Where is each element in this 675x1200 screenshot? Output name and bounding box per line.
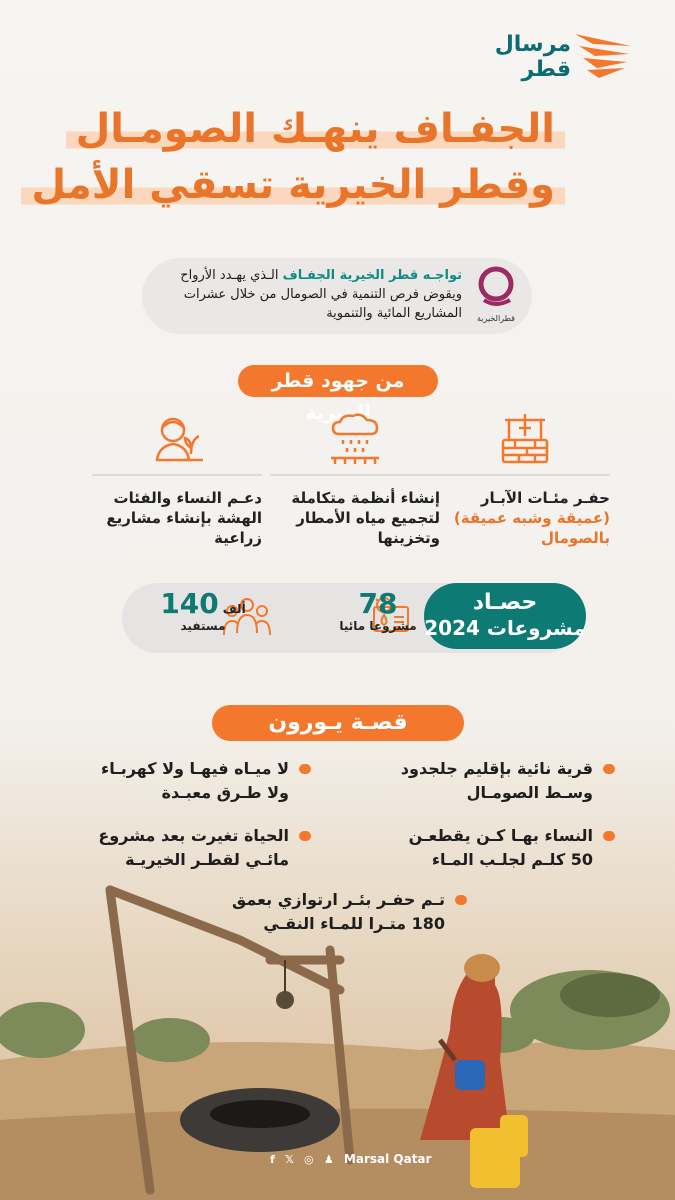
effort1-line3: بالصومال bbox=[540, 529, 610, 547]
title-line-2: وقطر الخيرية تسقي الأمل bbox=[21, 162, 565, 208]
intro-box bbox=[142, 258, 532, 334]
harvest-badge-line1: حصـاد bbox=[472, 590, 538, 615]
bullet5-line1: تـم حفـر بئـر ارتوازي بعمق bbox=[231, 890, 445, 909]
well-icon bbox=[495, 410, 555, 466]
qatar-charity-logo bbox=[468, 264, 524, 328]
effort3-line2: الهشة بإنشاء مشاريع bbox=[106, 509, 262, 527]
bullet1-line2: وسـط الصومـال bbox=[466, 783, 593, 802]
harvest-badge bbox=[424, 583, 586, 649]
qatar-charity-emblem-icon bbox=[476, 264, 516, 308]
effort2-line1: إنشاء أنظمة متكاملة bbox=[291, 489, 440, 507]
facebook-icon[interactable]: f bbox=[270, 1153, 275, 1166]
effort3-line3: زراعية bbox=[214, 529, 262, 547]
stat-projects-value: 78 bbox=[358, 587, 398, 620]
bullet3-line1: النساء بهـا كـن يقطعـن bbox=[408, 826, 593, 845]
effort-item-women bbox=[92, 410, 262, 548]
harvest-bar bbox=[122, 583, 586, 653]
effort1-line1: حفـر مئـات الآبـار bbox=[480, 489, 610, 507]
title-line-1: الجفـاف ينهـك الصومـال bbox=[66, 106, 565, 152]
effort2-line2: لتجميع مياه الأمطار bbox=[296, 509, 440, 527]
well-scene-illustration bbox=[0, 860, 675, 1200]
bullet-dot bbox=[299, 831, 311, 841]
effort3-line1: دعـم النساء والفئات bbox=[113, 489, 262, 507]
logo-line2: قطر bbox=[521, 57, 571, 82]
bullet2-line1: لا ميـاه فيهـا ولا كهربـاء bbox=[101, 759, 289, 778]
bullet4-line1: الحياة تغيرت بعد مشروع bbox=[98, 826, 289, 845]
stat-beneficiaries-value: 140 bbox=[160, 587, 219, 620]
story-bullet bbox=[69, 757, 289, 805]
marsal-qatar-logo bbox=[485, 28, 635, 88]
bullet2-line2: ولا طـرق معبـدة bbox=[161, 783, 289, 802]
stat-projects bbox=[328, 589, 428, 633]
bullet4-line2: مائـي لقطـر الخيريـة bbox=[125, 850, 289, 869]
story-heading: قصـة يـورون bbox=[212, 705, 464, 741]
effort-item-wells bbox=[440, 410, 610, 548]
bullet-dot bbox=[299, 764, 311, 774]
bullet5-line2: 180 متـرا للمـاء النقـي bbox=[263, 914, 445, 933]
wings-icon bbox=[573, 32, 635, 82]
snapchat-icon[interactable]: ♟ bbox=[323, 1153, 334, 1166]
intro-text bbox=[142, 266, 462, 323]
stat-beneficiaries-label: مستفيد bbox=[180, 619, 226, 633]
instagram-icon[interactable]: ◎ bbox=[304, 1153, 314, 1166]
bullet3-line2: 50 كلـم لجلـب المـاء bbox=[431, 850, 593, 869]
qatar-charity-logo-label: قطرالخيرية bbox=[477, 314, 515, 323]
intro-line3: المشاريع المائية والتنموية bbox=[326, 306, 462, 321]
effort1-line2: (عميقة وشبه عميقة) bbox=[453, 509, 610, 527]
intro-rest: الـذي يهـدد الأرواح bbox=[180, 268, 283, 283]
story-bullet bbox=[373, 757, 593, 805]
bullet-dot bbox=[603, 764, 615, 774]
harvest-badge-line2: مشروعات 2024 bbox=[424, 616, 586, 640]
stat-projects-label: مشروعا مائيا bbox=[339, 619, 417, 633]
efforts-heading: من جهود قطر الخيرية bbox=[238, 365, 438, 397]
bullet1-line1: قرية نائية بإقليم جلجدود bbox=[400, 759, 593, 778]
stat-beneficiaries bbox=[148, 589, 258, 633]
intro-line2: ويقوض فرص التنمية في الصومال من خلال عشرات bbox=[183, 287, 462, 302]
footer-social bbox=[270, 1152, 440, 1170]
footer-handle: Marsal Qatar bbox=[343, 1152, 432, 1166]
bullet-dot bbox=[603, 831, 615, 841]
effort-item-rain bbox=[270, 410, 440, 548]
x-icon[interactable]: 𝕏 bbox=[284, 1153, 294, 1166]
stat-beneficiaries-unit: ألف bbox=[222, 602, 246, 616]
rain-harvest-icon bbox=[325, 410, 385, 466]
woman-farmer-icon bbox=[147, 410, 207, 466]
effort2-line3: وتخزينها bbox=[377, 529, 440, 547]
logo-line1: مرسال bbox=[494, 32, 571, 57]
intro-highlight: تواجـه قطر الخيرية الجفـاف bbox=[282, 268, 462, 283]
